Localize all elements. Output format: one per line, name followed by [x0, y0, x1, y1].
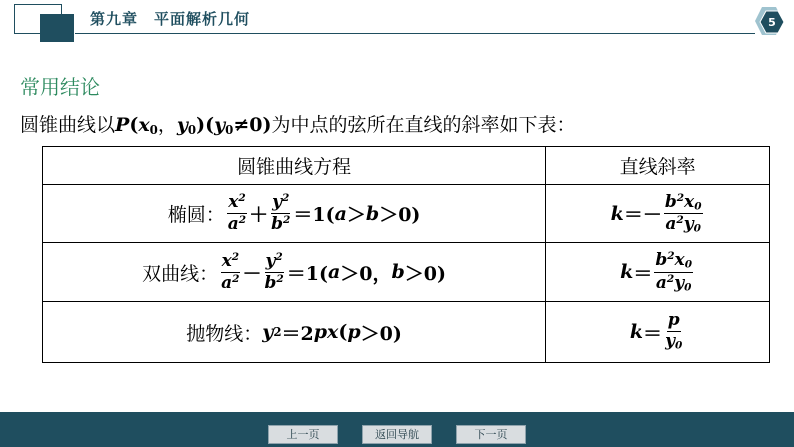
ellipse-f1-den: a — [227, 213, 239, 234]
ellipse-f2-den-sup: 2 — [283, 214, 291, 226]
ellipse-gt2: ＞0) — [379, 204, 421, 226]
parabola-equation-cell — [43, 302, 546, 363]
parabola-slope-fraction — [664, 312, 683, 352]
table-row-parabola — [43, 302, 770, 363]
ellipse-label: 椭圆： — [167, 204, 225, 226]
parabola-slope-eq: ＝ — [643, 322, 663, 345]
ellipse-fraction-y — [270, 193, 291, 233]
hyperbola-f2-num: y — [265, 250, 276, 271]
ellipse-slope-fraction — [664, 193, 703, 235]
intro-paren-close: ) — [196, 114, 206, 136]
intro-point: P — [115, 114, 130, 136]
parabola-label: 抛物线： — [186, 322, 263, 345]
hyperbola-slope-eq: ＝ — [633, 262, 653, 285]
hyperbola-f1-num: x — [221, 250, 232, 271]
parabola-cond-rest: ＞0) — [360, 322, 402, 345]
ellipse-s-num-b: b — [664, 191, 677, 212]
header-slope: 直线斜率 — [546, 147, 770, 185]
prev-page-button[interactable]: 上一页 — [268, 425, 338, 444]
next-page-button[interactable]: 下一页 — [456, 425, 526, 444]
table-row-ellipse — [43, 185, 770, 243]
hyperbola-op: － — [242, 262, 262, 285]
hyperbola-s-num-x: x — [674, 249, 685, 270]
ellipse-f2-num-sup: 2 — [282, 192, 290, 205]
hyperbola-f2-num-sup: 2 — [275, 250, 283, 263]
hyperbola-gt2: ＞0) — [404, 262, 447, 285]
ellipse-cond-b: b — [365, 202, 380, 225]
hyperbola-eq: ＝1( — [286, 262, 328, 285]
parabola-px: px — [313, 321, 339, 343]
ellipse-f2-num: y — [272, 192, 283, 213]
ellipse-fraction-x — [227, 193, 247, 233]
hyperbola-f2-den: b — [264, 272, 277, 293]
ellipse-s-num-sup: 2 — [676, 191, 685, 204]
parabola-s-den-y: y — [665, 331, 675, 352]
page-number: 5 — [768, 16, 776, 29]
parabola-y: y — [262, 321, 274, 343]
parabola-s-num: p — [667, 310, 680, 331]
hyperbola-s-num-sup: 2 — [667, 250, 675, 263]
intro-suffix: 为中点的弦所在直线的斜率如下表： — [271, 114, 576, 136]
ellipse-cond-a: a — [334, 202, 347, 225]
hyperbola-s-num-b: b — [655, 249, 668, 270]
chapter-title: 第九章 平面解析几何 — [90, 10, 251, 28]
intro-y: y — [176, 114, 188, 136]
ellipse-equation-cell — [43, 185, 546, 243]
section-title: 常用结论 — [20, 75, 100, 99]
hyperbola-s-den-sub: 0 — [684, 280, 692, 293]
hyperbola-s-den-y: y — [674, 272, 685, 293]
ellipse-eq: ＝1( — [293, 204, 335, 226]
ellipse-f1-num-sup: 2 — [238, 192, 246, 205]
hyperbola-cond-a: a — [327, 261, 341, 283]
ellipse-gt1: ＞ — [346, 204, 366, 226]
hyperbola-fraction-x — [220, 252, 240, 292]
intro-sep: ， — [157, 114, 177, 136]
ellipse-s-den-sup: 2 — [676, 214, 684, 226]
hyperbola-label: 双曲线： — [142, 262, 219, 285]
ellipse-f1-den-sup: 2 — [238, 214, 247, 226]
hyperbola-fraction-y — [264, 252, 285, 292]
ellipse-slope-cell — [546, 185, 770, 243]
hyperbola-s-num-sub: 0 — [684, 258, 693, 271]
table-header-row — [43, 147, 770, 185]
ellipse-s-den-a: a — [665, 213, 677, 234]
intro-cond-y: y — [214, 114, 226, 136]
hyperbola-f1-den-sup: 2 — [232, 272, 240, 285]
ellipse-op: ＋ — [249, 204, 269, 226]
intro-cond-sub: 0 — [225, 122, 234, 137]
hyperbola-gt1: ＞0， — [340, 262, 392, 285]
ellipse-s-den-y: y — [683, 213, 694, 234]
intro-cond-rest: ≠0) — [233, 114, 272, 136]
intro-x: x — [138, 114, 150, 136]
intro-sentence — [20, 110, 575, 137]
ellipse-s-den-sub: 0 — [693, 222, 701, 235]
parabola-slope-cell — [546, 302, 770, 363]
hyperbola-cond-b: b — [391, 261, 405, 283]
intro-x-sub: 0 — [149, 122, 158, 137]
hyperbola-s-den-a: a — [655, 272, 667, 293]
hyperbola-f2-den-sup: 2 — [276, 272, 284, 285]
intro-paren: ( — [129, 114, 139, 136]
header-equation: 圆锥曲线方程 — [43, 147, 546, 185]
parabola-p: p — [347, 321, 361, 343]
slope-table — [42, 146, 770, 363]
parabola-y-sup: 2 — [273, 325, 282, 339]
intro-y-sub: 0 — [187, 122, 197, 137]
return-nav-button[interactable]: 返回导航 — [362, 425, 432, 444]
ellipse-slope-k: k — [610, 202, 624, 225]
table-row-hyperbola — [43, 243, 770, 302]
hyperbola-f1-num-sup: 2 — [231, 250, 240, 263]
header-square-fill — [40, 14, 74, 42]
hyperbola-slope-fraction — [654, 251, 693, 293]
ellipse-f1-num: x — [228, 192, 239, 213]
hyperbola-s-den-sup: 2 — [666, 272, 675, 285]
intro-prefix: 圆锥曲线以 — [20, 114, 116, 136]
ellipse-f2-den: b — [271, 213, 284, 234]
hyperbola-slope-k: k — [620, 261, 634, 283]
page-number-badge — [748, 4, 788, 40]
parabola-s-den-sub: 0 — [674, 339, 683, 352]
hyperbola-equation-cell — [43, 243, 546, 302]
hyperbola-f1-den: a — [221, 272, 233, 293]
parabola-eq: ＝2 — [281, 322, 314, 345]
ellipse-s-num-sub: 0 — [694, 199, 702, 212]
header-rule — [75, 33, 755, 34]
intro-cond-open: ( — [205, 114, 215, 136]
ellipse-slope-eq: ＝－ — [623, 204, 662, 226]
ellipse-s-num-x: x — [684, 191, 695, 212]
parabola-cond-open: ( — [338, 321, 348, 343]
parabola-slope-k: k — [629, 321, 644, 343]
hyperbola-slope-cell — [546, 243, 770, 302]
